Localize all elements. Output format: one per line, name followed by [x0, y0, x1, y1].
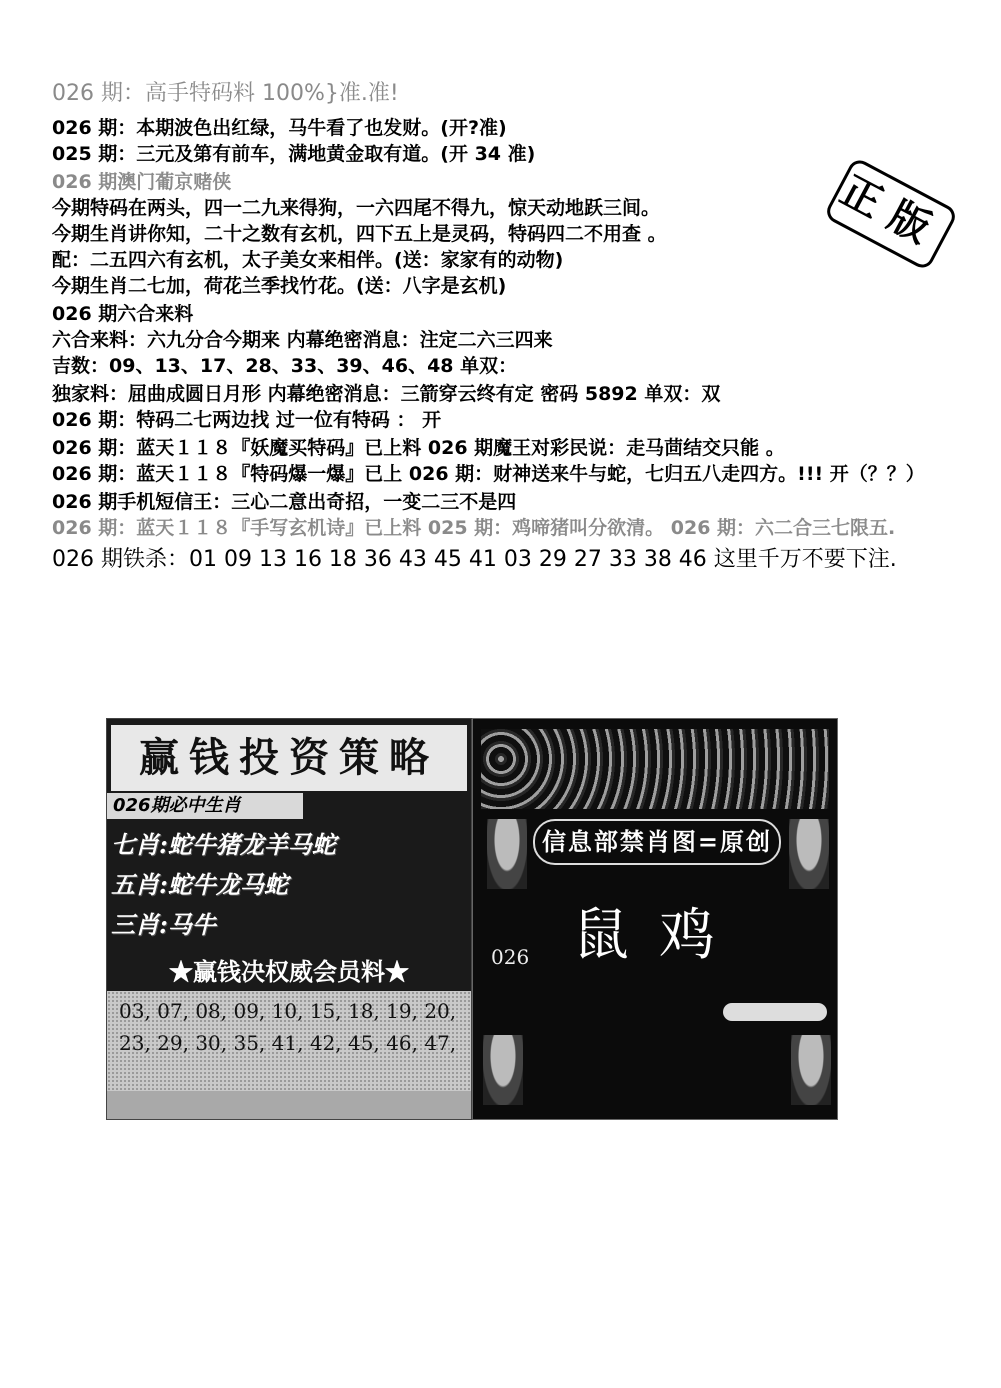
portrait-image-top-left: [487, 819, 527, 889]
line-shouji: 026 期手机短信王：三心二意出奇招，一变二三不是四: [52, 491, 517, 513]
line-liuhe-head: 026 期六合来料: [52, 303, 194, 325]
numbers-line-1: 03, 07, 08, 09, 10, 15, 18, 19, 20,: [119, 999, 457, 1023]
forbidden-zodiac-panel: [472, 718, 838, 1120]
line-lantian-3: 026 期：蓝天１１８『手写玄机诗』已上料 025 期：鸡啼猪叫分欲清。 026 期：六二合三七限五.: [52, 517, 896, 539]
panel-title: 赢钱投资策略: [111, 725, 467, 791]
line-026-redgreen: 026 期：本期波色出红绿，马牛看了也发财。(开?准): [52, 117, 507, 139]
title-line: 026 期：高手特码料 100%}准.准!: [52, 81, 399, 106]
line-pei-1: 配：二五四六有玄机，太子美女来相伴。(送：家家有的动物): [52, 249, 564, 271]
numbers-line-2: 23, 29, 30, 35, 41, 42, 45, 46, 47,: [119, 1031, 457, 1055]
zodiac-animals: 鼠鸡: [573, 903, 745, 968]
line-pei-2: 今期生肖二七加，荷花兰季找竹花。(送：八字是玄机): [52, 275, 507, 297]
panel-subtitle: 026期必中生肖: [107, 793, 303, 819]
portrait-image-bottom-right: [791, 1035, 831, 1105]
genuine-stamp: 正版: [823, 156, 959, 271]
caption-tag: [723, 1003, 827, 1021]
line-poem-2: 今期生肖讲你知，二十之数有玄机，四下五上是灵码，特码四二不用查 。: [52, 223, 667, 245]
member-banner: ★赢钱决权威会员料★: [169, 957, 409, 986]
line-025-sanyuan: 025 期：三元及第有前车，满地黄金取有道。(开 34 准): [52, 143, 536, 165]
panel-title: 信息部禁肖图=原创: [533, 819, 781, 865]
line-dujia: 独家料：屈曲成圆日月形 内幕绝密消息：三箭穿云终有定 密码 5892 单双：双: [52, 383, 721, 405]
line-liuhe: 六合来料：六九分合今期来 内幕绝密消息：注定二六三四来: [52, 329, 553, 351]
line-poem-1: 今期特码在两头，四一二九来得狗，一六四尾不得九，惊天动地跃三间。: [52, 197, 661, 219]
zodiac-row: 三肖:马牛: [111, 910, 216, 939]
line-lantian-2: 026 期：蓝天１１８『特码爆一爆』已上 026 期：财神送来牛与蛇，七归五八走四方。!!! 开（？？）: [52, 463, 925, 485]
investment-strategy-panel: [106, 718, 472, 1120]
zodiac-row: 五肖:蛇牛龙马蛇: [111, 870, 288, 899]
line-tiesha: 026 期铁杀：01 09 13 16 18 36 43 45 41 03 29 27 33 38 46 这里千万不要下注.: [52, 547, 897, 572]
line-lantian-1: 026 期：蓝天１１８『妖魔买特码』已上料 026 期魔王对彩民说：走马茴结交只能 。: [52, 437, 785, 459]
portrait-image-top-right: [789, 819, 829, 889]
line-026-techma: 026 期：特码二七两边找 过一位有特码 ： 开: [52, 409, 442, 431]
line-jishu: 吉数：09、13、17、28、33、39、46、48 单双：: [52, 355, 518, 377]
panel-footer: [107, 1091, 471, 1119]
portrait-image-bottom-left: [483, 1035, 523, 1105]
line-026-aomen: 026 期澳门葡京赌侠: [52, 171, 232, 193]
zodiac-row: 七肖:蛇牛猪龙羊马蛇: [111, 830, 336, 859]
flower-border-decoration: [481, 729, 829, 809]
issue-code: 026: [491, 945, 530, 969]
